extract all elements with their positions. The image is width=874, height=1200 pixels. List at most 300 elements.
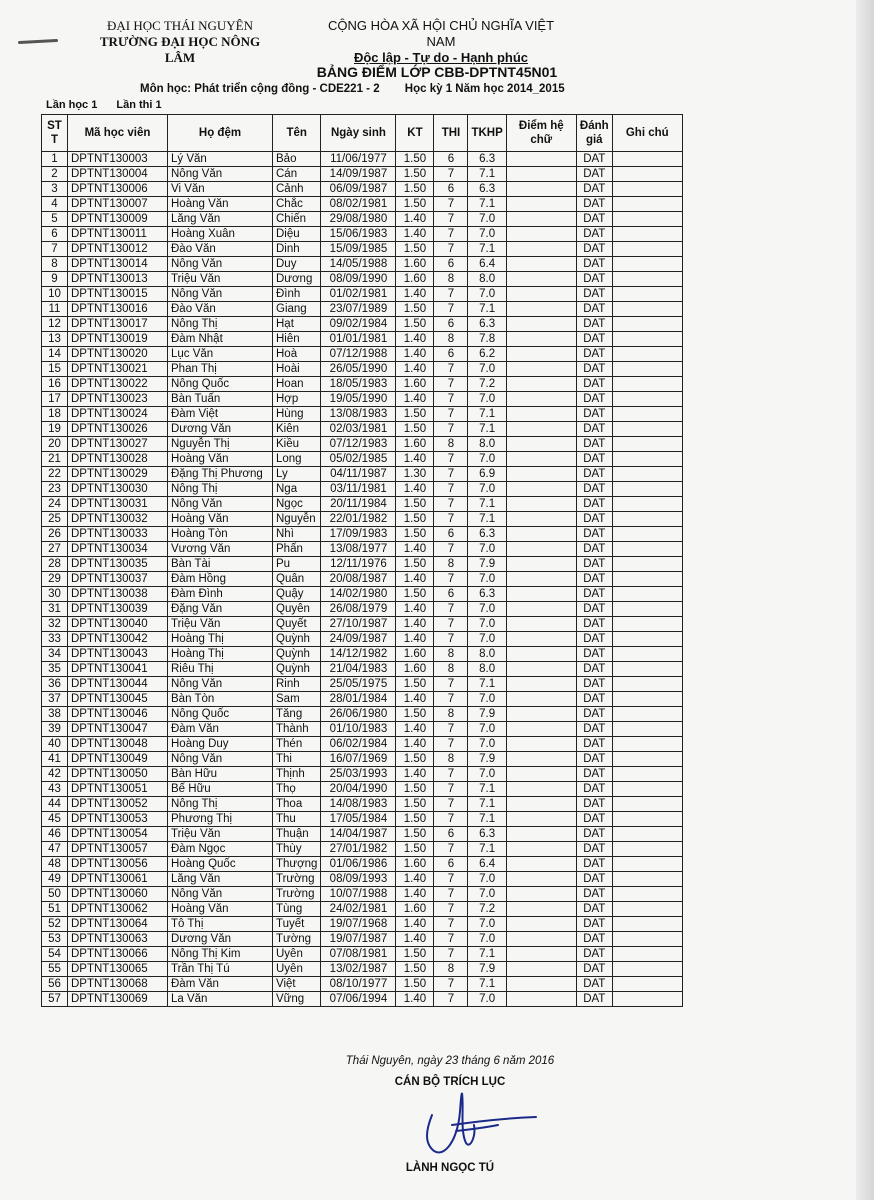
cell-col-letter-grade — [506, 407, 576, 422]
cell-col-letter-grade — [506, 182, 576, 197]
cell-col-student-id: DPTNT130049 — [68, 752, 168, 767]
cell-col-letter-grade — [506, 647, 576, 662]
cell-col-given-name: Bảo — [273, 152, 321, 167]
cell-col-thi: 7 — [434, 902, 468, 917]
cell-col-given-name: Thi — [273, 752, 321, 767]
table-row — [42, 392, 683, 407]
cell-col-given-name: Thượng — [273, 857, 321, 872]
cell-col-kt: 1.40 — [396, 887, 434, 902]
cell-col-kt: 1.60 — [396, 662, 434, 677]
cell-col-note — [612, 917, 682, 932]
cell-col-evaluation: DAT — [576, 407, 612, 422]
cell-col-birth-date: 06/02/1984 — [321, 737, 396, 752]
cell-col-stt: 16 — [42, 377, 68, 392]
cell-col-thi: 7 — [434, 872, 468, 887]
cell-col-thi: 7 — [434, 452, 468, 467]
cell-col-kt: 1.50 — [396, 197, 434, 212]
cell-col-student-id: DPTNT130068 — [68, 977, 168, 992]
cell-col-birth-date: 19/07/1987 — [321, 932, 396, 947]
cell-col-kt: 1.50 — [396, 677, 434, 692]
cell-col-note — [612, 857, 682, 872]
header-col-thi: THI — [434, 115, 468, 152]
cell-col-student-id: DPTNT130014 — [68, 257, 168, 272]
cell-col-birth-date: 07/12/1983 — [321, 437, 396, 452]
cell-col-note — [612, 482, 682, 497]
cell-col-given-name: Hoan — [273, 377, 321, 392]
cell-col-given-name: Nguyễn — [273, 512, 321, 527]
cell-col-tkhp: 7.1 — [468, 512, 506, 527]
cell-col-thi: 7 — [434, 722, 468, 737]
cell-col-kt: 1.50 — [396, 797, 434, 812]
cell-col-student-id: DPTNT130066 — [68, 947, 168, 962]
cell-col-evaluation: DAT — [576, 932, 612, 947]
cell-col-student-id: DPTNT130032 — [68, 512, 168, 527]
cell-col-evaluation: DAT — [576, 392, 612, 407]
country-name: CỘNG HÒA XÃ HỘI CHỦ NGHĨA VIỆT NAM — [327, 18, 555, 49]
cell-col-note — [612, 587, 682, 602]
cell-col-given-name: Giang — [273, 302, 321, 317]
cell-col-middle-name: Lục Văn — [168, 347, 273, 362]
subject-info: Môn học: Phát triển cộng đồng - CDE221 - 2 — [140, 83, 380, 95]
cell-col-tkhp: 7.1 — [468, 782, 506, 797]
cell-col-student-id: DPTNT130015 — [68, 287, 168, 302]
cell-col-birth-date: 08/09/1993 — [321, 872, 396, 887]
cell-col-thi: 7 — [434, 812, 468, 827]
cell-col-thi: 6 — [434, 257, 468, 272]
cell-col-student-id: DPTNT130019 — [68, 332, 168, 347]
cell-col-tkhp: 7.2 — [468, 377, 506, 392]
cell-col-kt: 1.50 — [396, 497, 434, 512]
cell-col-note — [612, 542, 682, 557]
cell-col-student-id: DPTNT130056 — [68, 857, 168, 872]
cell-col-given-name: Nhì — [273, 527, 321, 542]
table-row — [42, 377, 683, 392]
cell-col-stt: 20 — [42, 437, 68, 452]
cell-col-thi: 7 — [434, 497, 468, 512]
cell-col-kt: 1.50 — [396, 812, 434, 827]
cell-col-tkhp: 7.1 — [468, 197, 506, 212]
cell-col-birth-date: 17/09/1983 — [321, 527, 396, 542]
cell-col-student-id: DPTNT130051 — [68, 782, 168, 797]
table-row — [42, 917, 683, 932]
cell-col-note — [612, 302, 682, 317]
table-row — [42, 857, 683, 872]
cell-col-student-id: DPTNT130017 — [68, 317, 168, 332]
cell-col-thi: 7 — [434, 632, 468, 647]
cell-col-note — [612, 947, 682, 962]
cell-col-stt: 10 — [42, 287, 68, 302]
cell-col-tkhp: 6.3 — [468, 317, 506, 332]
cell-col-middle-name: Hoàng Quốc — [168, 857, 273, 872]
cell-col-note — [612, 527, 682, 542]
cell-col-given-name: Quyên — [273, 602, 321, 617]
cell-col-given-name: Thọ — [273, 782, 321, 797]
cell-col-thi: 8 — [434, 437, 468, 452]
cell-col-stt: 5 — [42, 212, 68, 227]
cell-col-birth-date: 13/02/1987 — [321, 962, 396, 977]
cell-col-thi: 7 — [434, 947, 468, 962]
cell-col-student-id: DPTNT130034 — [68, 542, 168, 557]
cell-col-evaluation: DAT — [576, 317, 612, 332]
cell-col-stt: 6 — [42, 227, 68, 242]
cell-col-kt: 1.40 — [396, 482, 434, 497]
cell-col-letter-grade — [506, 242, 576, 257]
cell-col-middle-name: Nông Quốc — [168, 377, 273, 392]
cell-col-kt: 1.50 — [396, 302, 434, 317]
cell-col-note — [612, 707, 682, 722]
cell-col-evaluation: DAT — [576, 437, 612, 452]
cell-col-note — [612, 332, 682, 347]
cell-col-birth-date: 16/07/1969 — [321, 752, 396, 767]
cell-col-evaluation: DAT — [576, 692, 612, 707]
table-row — [42, 707, 683, 722]
cell-col-thi: 7 — [434, 392, 468, 407]
cell-col-given-name: Long — [273, 452, 321, 467]
cell-col-kt: 1.40 — [396, 362, 434, 377]
cell-col-letter-grade — [506, 227, 576, 242]
cell-col-middle-name: Hoàng Thị — [168, 647, 273, 662]
cell-col-thi: 6 — [434, 317, 468, 332]
signer-role: CÁN BỘ TRÍCH LỤC — [394, 1076, 506, 1088]
cell-col-birth-date: 09/02/1984 — [321, 317, 396, 332]
cell-col-tkhp: 6.3 — [468, 527, 506, 542]
cell-col-letter-grade — [506, 392, 576, 407]
cell-col-student-id: DPTNT130013 — [68, 272, 168, 287]
cell-col-middle-name: Nông Thị — [168, 797, 273, 812]
signature-image — [400, 1085, 540, 1160]
cell-col-thi: 7 — [434, 737, 468, 752]
cell-col-given-name: Hoà — [273, 347, 321, 362]
cell-col-birth-date: 27/10/1987 — [321, 617, 396, 632]
table-row — [42, 332, 683, 347]
cell-col-letter-grade — [506, 557, 576, 572]
cell-col-thi: 6 — [434, 152, 468, 167]
cell-col-given-name: Quỳnh — [273, 632, 321, 647]
cell-col-letter-grade — [506, 917, 576, 932]
cell-col-middle-name: Phương Thị — [168, 812, 273, 827]
header-col-kt: KT — [396, 115, 434, 152]
cell-col-student-id: DPTNT130042 — [68, 632, 168, 647]
cell-col-birth-date: 13/08/1977 — [321, 542, 396, 557]
cell-col-note — [612, 872, 682, 887]
cell-col-tkhp: 7.1 — [468, 302, 506, 317]
cell-col-thi: 7 — [434, 932, 468, 947]
table-row — [42, 212, 683, 227]
cell-col-stt: 39 — [42, 722, 68, 737]
cell-col-kt: 1.40 — [396, 632, 434, 647]
cell-col-given-name: Tùng — [273, 902, 321, 917]
table-row — [42, 617, 683, 632]
cell-col-note — [612, 722, 682, 737]
cell-col-note — [612, 437, 682, 452]
cell-col-note — [612, 557, 682, 572]
cell-col-student-id: DPTNT130039 — [68, 602, 168, 617]
cell-col-given-name: Thịnh — [273, 767, 321, 782]
cell-col-evaluation: DAT — [576, 527, 612, 542]
header-col-evaluation: Đánh giá — [576, 115, 612, 152]
table-row — [42, 752, 683, 767]
cell-col-evaluation: DAT — [576, 977, 612, 992]
cell-col-kt: 1.50 — [396, 782, 434, 797]
cell-col-note — [612, 752, 682, 767]
table-row — [42, 422, 683, 437]
cell-col-student-id: DPTNT130035 — [68, 557, 168, 572]
cell-col-letter-grade — [506, 872, 576, 887]
cell-col-evaluation: DAT — [576, 347, 612, 362]
cell-col-student-id: DPTNT130033 — [68, 527, 168, 542]
cell-col-thi: 7 — [434, 242, 468, 257]
cell-col-kt: 1.40 — [396, 932, 434, 947]
cell-col-stt: 31 — [42, 602, 68, 617]
cell-col-letter-grade — [506, 722, 576, 737]
cell-col-student-id: DPTNT130037 — [68, 572, 168, 587]
cell-col-kt: 1.50 — [396, 707, 434, 722]
cell-col-given-name: Quyết — [273, 617, 321, 632]
cell-col-tkhp: 7.1 — [468, 677, 506, 692]
cell-col-given-name: Việt — [273, 977, 321, 992]
cell-col-letter-grade — [506, 797, 576, 812]
cell-col-evaluation: DAT — [576, 812, 612, 827]
cell-col-letter-grade — [506, 542, 576, 557]
cell-col-kt: 1.50 — [396, 977, 434, 992]
cell-col-evaluation: DAT — [576, 917, 612, 932]
cell-col-letter-grade — [506, 932, 576, 947]
table-row — [42, 407, 683, 422]
table-row — [42, 452, 683, 467]
cell-col-student-id: DPTNT130043 — [68, 647, 168, 662]
cell-col-letter-grade — [506, 317, 576, 332]
cell-col-given-name: Phấn — [273, 542, 321, 557]
cell-col-thi: 7 — [434, 167, 468, 182]
cell-col-stt: 17 — [42, 392, 68, 407]
cell-col-tkhp: 7.1 — [468, 422, 506, 437]
cell-col-tkhp: 7.0 — [468, 872, 506, 887]
cell-col-letter-grade — [506, 857, 576, 872]
cell-col-letter-grade — [506, 452, 576, 467]
table-row — [42, 512, 683, 527]
cell-col-evaluation: DAT — [576, 632, 612, 647]
cell-col-birth-date: 27/01/1982 — [321, 842, 396, 857]
cell-col-letter-grade — [506, 572, 576, 587]
table-row — [42, 242, 683, 257]
page-edge-shadow — [856, 0, 874, 1200]
cell-col-kt: 1.40 — [396, 572, 434, 587]
cell-col-student-id: DPTNT130048 — [68, 737, 168, 752]
cell-col-thi: 7 — [434, 482, 468, 497]
cell-col-student-id: DPTNT130061 — [68, 872, 168, 887]
cell-col-birth-date: 15/09/1985 — [321, 242, 396, 257]
table-row — [42, 227, 683, 242]
cell-col-note — [612, 347, 682, 362]
cell-col-letter-grade — [506, 692, 576, 707]
cell-col-student-id: DPTNT130028 — [68, 452, 168, 467]
cell-col-kt: 1.60 — [396, 902, 434, 917]
document-title: BẢNG ĐIỂM LỚP CBB-DPTNT45N01 — [316, 64, 558, 80]
cell-col-given-name: Thén — [273, 737, 321, 752]
cell-col-middle-name: Hoàng Văn — [168, 512, 273, 527]
cell-col-birth-date: 19/07/1968 — [321, 917, 396, 932]
cell-col-stt: 26 — [42, 527, 68, 542]
cell-col-note — [612, 467, 682, 482]
cell-col-letter-grade — [506, 482, 576, 497]
cell-col-given-name: Hiên — [273, 332, 321, 347]
cell-col-evaluation: DAT — [576, 902, 612, 917]
table-row — [42, 842, 683, 857]
cell-col-stt: 4 — [42, 197, 68, 212]
cell-col-student-id: DPTNT130040 — [68, 617, 168, 632]
cell-col-tkhp: 7.0 — [468, 917, 506, 932]
table-row — [42, 287, 683, 302]
cell-col-student-id: DPTNT130029 — [68, 467, 168, 482]
cell-col-evaluation: DAT — [576, 677, 612, 692]
cell-col-kt: 1.40 — [396, 347, 434, 362]
table-row — [42, 587, 683, 602]
cell-col-note — [612, 617, 682, 632]
header-col-birth-date: Ngày sinh — [321, 115, 396, 152]
cell-col-tkhp: 7.1 — [468, 842, 506, 857]
cell-col-thi: 7 — [434, 512, 468, 527]
cell-col-evaluation: DAT — [576, 287, 612, 302]
cell-col-kt: 1.40 — [396, 332, 434, 347]
cell-col-stt: 51 — [42, 902, 68, 917]
cell-col-birth-date: 20/04/1990 — [321, 782, 396, 797]
cell-col-student-id: DPTNT130046 — [68, 707, 168, 722]
cell-col-birth-date: 07/06/1994 — [321, 992, 396, 1007]
cell-col-note — [612, 782, 682, 797]
cell-col-middle-name: Nông Văn — [168, 887, 273, 902]
cell-col-kt: 1.30 — [396, 467, 434, 482]
cell-col-thi: 6 — [434, 347, 468, 362]
cell-col-kt: 1.50 — [396, 527, 434, 542]
cell-col-thi: 8 — [434, 962, 468, 977]
cell-col-stt: 9 — [42, 272, 68, 287]
cell-col-birth-date: 14/02/1980 — [321, 587, 396, 602]
cell-col-birth-date: 03/11/1981 — [321, 482, 396, 497]
cell-col-kt: 1.40 — [396, 872, 434, 887]
table-row — [42, 497, 683, 512]
cell-col-middle-name: Nông Quốc — [168, 707, 273, 722]
cell-col-evaluation: DAT — [576, 542, 612, 557]
cell-col-given-name: Hợp — [273, 392, 321, 407]
cell-col-tkhp: 7.0 — [468, 617, 506, 632]
cell-col-note — [612, 662, 682, 677]
cell-col-stt: 52 — [42, 917, 68, 932]
cell-col-student-id: DPTNT130052 — [68, 797, 168, 812]
cell-col-student-id: DPTNT130050 — [68, 767, 168, 782]
cell-col-student-id: DPTNT130016 — [68, 302, 168, 317]
cell-col-student-id: DPTNT130060 — [68, 887, 168, 902]
cell-col-letter-grade — [506, 467, 576, 482]
cell-col-birth-date: 26/05/1990 — [321, 362, 396, 377]
table-row — [42, 362, 683, 377]
cell-col-evaluation: DAT — [576, 572, 612, 587]
cell-col-letter-grade — [506, 167, 576, 182]
cell-col-stt: 48 — [42, 857, 68, 872]
attempt-info — [46, 99, 178, 111]
cell-col-thi: 8 — [434, 707, 468, 722]
cell-col-birth-date: 01/01/1981 — [321, 332, 396, 347]
cell-col-middle-name: Nông Văn — [168, 287, 273, 302]
cell-col-middle-name: Hoàng Văn — [168, 452, 273, 467]
cell-col-middle-name: Bàn Tuấn — [168, 392, 273, 407]
table-body — [42, 152, 683, 1007]
cell-col-evaluation: DAT — [576, 617, 612, 632]
cell-col-kt: 1.60 — [396, 857, 434, 872]
cell-col-thi: 7 — [434, 992, 468, 1007]
cell-col-kt: 1.40 — [396, 212, 434, 227]
cell-col-birth-date: 01/02/1981 — [321, 287, 396, 302]
cell-col-letter-grade — [506, 602, 576, 617]
cell-col-birth-date: 14/09/1987 — [321, 167, 396, 182]
cell-col-evaluation: DAT — [576, 662, 612, 677]
cell-col-kt: 1.50 — [396, 827, 434, 842]
cell-col-student-id: DPTNT130053 — [68, 812, 168, 827]
cell-col-kt: 1.50 — [396, 167, 434, 182]
cell-col-evaluation: DAT — [576, 212, 612, 227]
cell-col-stt: 15 — [42, 362, 68, 377]
cell-col-middle-name: Bàn Tòn — [168, 692, 273, 707]
table-row — [42, 797, 683, 812]
cell-col-birth-date: 01/06/1986 — [321, 857, 396, 872]
table-header-row — [42, 115, 683, 152]
cell-col-letter-grade — [506, 887, 576, 902]
table-row — [42, 647, 683, 662]
cell-col-birth-date: 10/07/1988 — [321, 887, 396, 902]
cell-col-given-name: Chiến — [273, 212, 321, 227]
cell-col-kt: 1.60 — [396, 257, 434, 272]
cell-col-middle-name: La Văn — [168, 992, 273, 1007]
cell-col-given-name: Dương — [273, 272, 321, 287]
cell-col-birth-date: 07/12/1988 — [321, 347, 396, 362]
cell-col-evaluation: DAT — [576, 827, 612, 842]
cell-col-stt: 23 — [42, 482, 68, 497]
cell-col-kt: 1.50 — [396, 422, 434, 437]
cell-col-stt: 47 — [42, 842, 68, 857]
cell-col-kt: 1.50 — [396, 242, 434, 257]
cell-col-student-id: DPTNT130063 — [68, 932, 168, 947]
cell-col-tkhp: 7.0 — [468, 887, 506, 902]
table-row — [42, 692, 683, 707]
table-row — [42, 632, 683, 647]
table-row — [42, 347, 683, 362]
cell-col-student-id: DPTNT130022 — [68, 377, 168, 392]
exam-attempt: Lần thi 1 — [116, 99, 162, 111]
cell-col-tkhp: 7.1 — [468, 497, 506, 512]
cell-col-given-name: Trường — [273, 872, 321, 887]
cell-col-thi: 7 — [434, 917, 468, 932]
cell-col-thi: 6 — [434, 827, 468, 842]
cell-col-given-name: Sam — [273, 692, 321, 707]
cell-col-student-id: DPTNT130054 — [68, 827, 168, 842]
cell-col-middle-name: Nông Văn — [168, 752, 273, 767]
cell-col-given-name: Vững — [273, 992, 321, 1007]
cell-col-middle-name: Đàm Việt — [168, 407, 273, 422]
cell-col-kt: 1.50 — [396, 587, 434, 602]
cell-col-kt: 1.60 — [396, 647, 434, 662]
cell-col-middle-name: Bế Hữu — [168, 782, 273, 797]
cell-col-student-id: DPTNT130003 — [68, 152, 168, 167]
cell-col-birth-date: 23/07/1989 — [321, 302, 396, 317]
cell-col-given-name: Diệu — [273, 227, 321, 242]
cell-col-evaluation: DAT — [576, 722, 612, 737]
signer-name: LÀNH NGỌC TÚ — [405, 1162, 495, 1174]
cell-col-stt: 50 — [42, 887, 68, 902]
cell-col-thi: 7 — [434, 287, 468, 302]
header-col-stt: ST T — [42, 115, 68, 152]
cell-col-stt: 21 — [42, 452, 68, 467]
cell-col-middle-name: Vương Văn — [168, 542, 273, 557]
cell-col-middle-name: Hoàng Duy — [168, 737, 273, 752]
